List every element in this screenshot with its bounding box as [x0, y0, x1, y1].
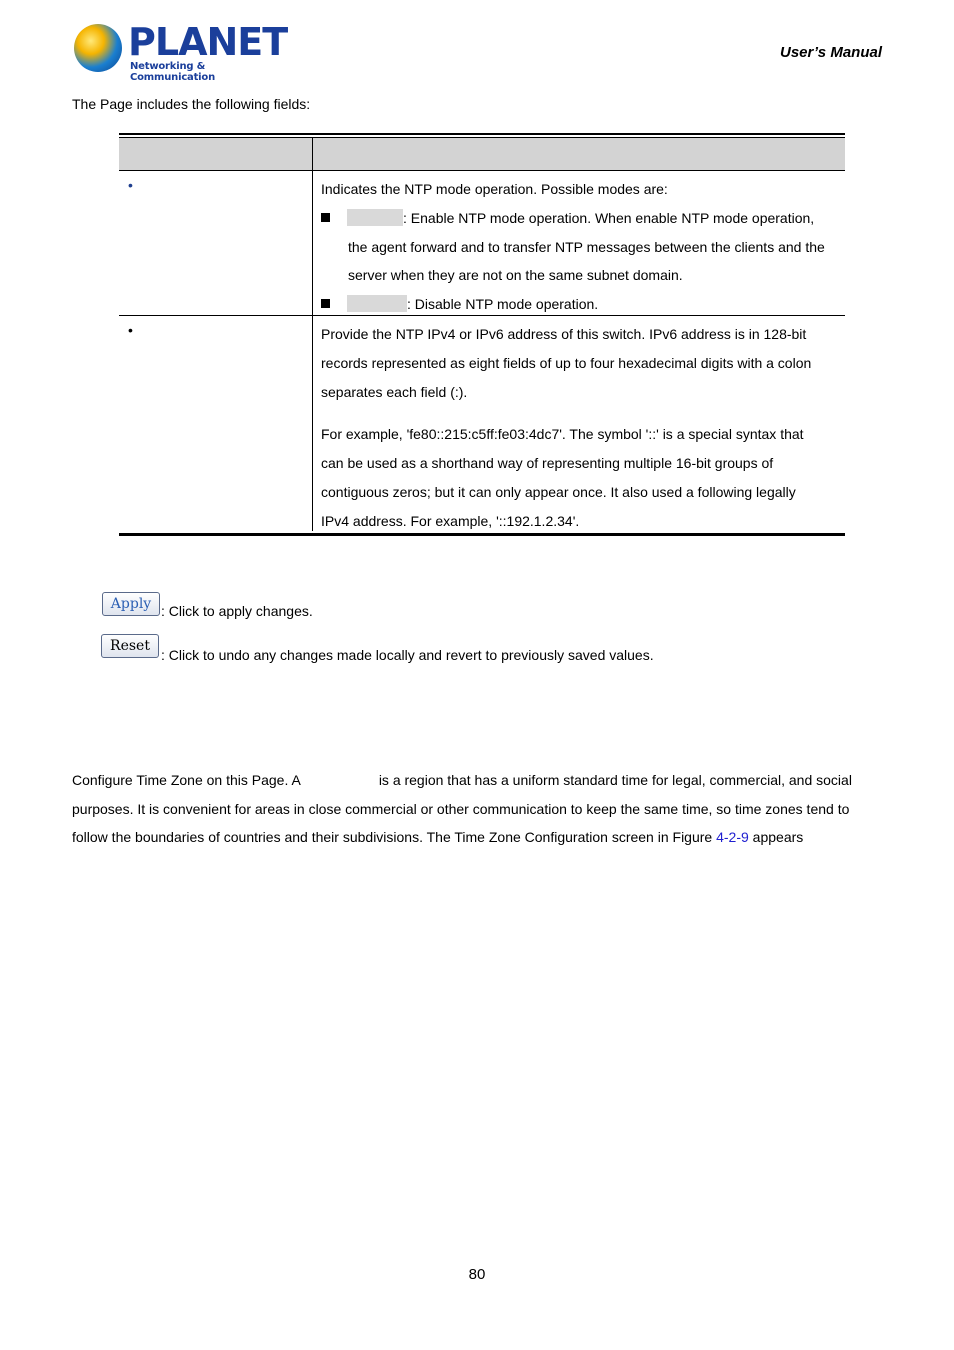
square-bullet-icon	[321, 299, 330, 308]
mode-intro: Indicates the NTP mode operation. Possible modes are:	[321, 181, 668, 197]
description-cell	[313, 316, 845, 531]
apply-button[interactable]: Apply	[102, 592, 160, 616]
description-cell	[313, 171, 845, 315]
globe-icon	[74, 24, 122, 72]
desc-line: records represented as eight fields of up to four hexadecimal digits with a colon	[321, 354, 812, 371]
desc-line: Provide the NTP IPv4 or IPv6 address of this switch. IPv6 address is in 128-bit	[321, 326, 807, 342]
figure-link[interactable]: 4-2-9	[716, 829, 749, 846]
desc-line: contiguous zeros; but it can only appear once. It also used a following legally	[321, 483, 796, 500]
object-cell	[119, 171, 313, 315]
option-name-box	[347, 295, 407, 312]
fields-table	[119, 133, 845, 536]
square-bullet-icon	[321, 213, 330, 222]
paragraph-line: purposes. It is convenient for areas in close commercial or other communication to keep the same time, so time zones tend to	[72, 800, 850, 817]
desc-line: can be used as a shorthand way of representing multiple 16-bit groups of	[321, 455, 774, 472]
manual-title: User’s Manual	[780, 44, 882, 61]
option-enable: : Enable NTP mode operation. When enable NTP mode operation,	[321, 204, 837, 233]
desc-line: For example, 'fe80::215:c5ff:fe03:4dc7'. The symbol '::' is a special syntax that	[321, 426, 804, 443]
bullet: •	[128, 177, 133, 193]
intro-text: The Page includes the following fields:	[72, 96, 311, 112]
option-name-box	[347, 209, 403, 226]
option-disable: : Disable NTP mode operation.	[321, 290, 837, 319]
desc-line: IPv4 address. For example, '::192.1.2.34'.	[321, 512, 580, 529]
page-number: 80	[468, 1266, 486, 1283]
planet-logo	[72, 20, 288, 83]
table-header	[119, 138, 845, 171]
logo-tagline: Networking & Communication	[130, 61, 215, 83]
bullet: •	[128, 322, 133, 338]
reset-button[interactable]: Reset	[101, 634, 159, 658]
object-cell	[119, 316, 313, 531]
table-row	[119, 316, 845, 531]
logo-wordmark: PLANET	[128, 20, 288, 64]
header-cell-object	[119, 138, 313, 170]
option-enable-line: server when they are not on the same subnet domain.	[348, 267, 683, 284]
desc-line: separates each field (:).	[321, 383, 468, 400]
timezone-paragraph: Configure Time Zone on this Page. A is a region that has a uniform standard time for legal, commercial, and social purposes. It is convenient for areas in close commercial or other communication to keep the same time, so time zones tend to follow the boundaries of countries and their subdivisions. The Time Zone Configuration screen in Figure 4-2-9 appears	[72, 766, 882, 852]
reset-description: : Click to undo any changes made locally and revert to previously saved values.	[161, 647, 654, 663]
option-enable-line: the agent forward and to transfer NTP messages between the clients and the	[348, 238, 825, 255]
apply-description: : Click to apply changes.	[161, 603, 313, 619]
table-row	[119, 171, 845, 316]
